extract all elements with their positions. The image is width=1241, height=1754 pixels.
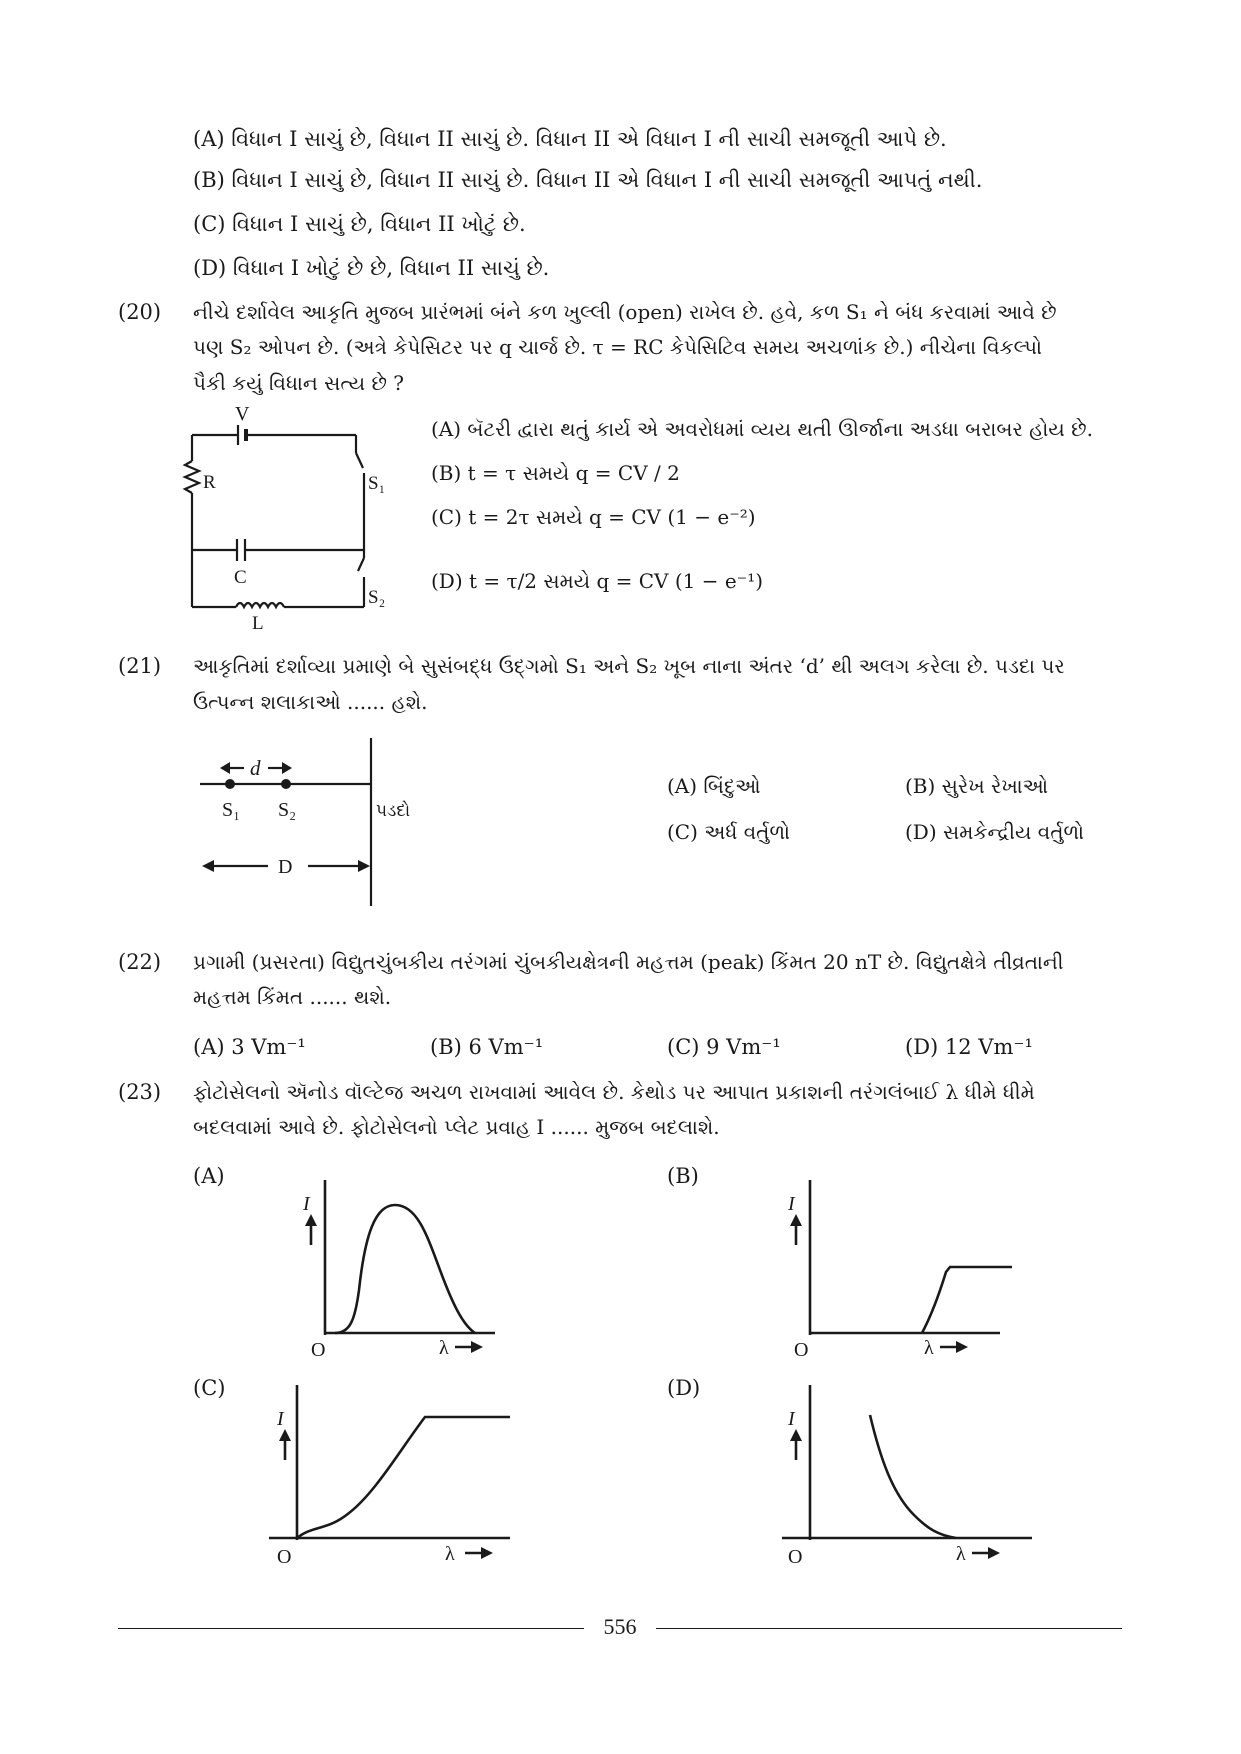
q19-option-d: (D) વિધાન I ખોટું છે છે, વિધાન II સાચું છે. bbox=[193, 256, 550, 280]
q22-option-d: (D) 12 Vm⁻¹ bbox=[905, 1035, 1033, 1059]
graph-a-y-label: I bbox=[303, 1193, 310, 1215]
q20-circuit-diagram bbox=[180, 405, 410, 635]
graph-b-y-label: I bbox=[788, 1193, 795, 1215]
q21-double-source-figure bbox=[200, 738, 440, 908]
graph-c-y-label: I bbox=[277, 1408, 284, 1430]
graph-b-origin: O bbox=[794, 1339, 809, 1360]
q22-text-line1: પ્રગામી (પ્રસરતા) વિદ્યુતચુંબકીય તરંગમાં ચુંબકીયક્ષેત્રની મહત્તમ (peak) કિંમત 20 nT છે. વિદ્યુતક્ષેત્રે તીવ્રતાની bbox=[193, 950, 1064, 974]
switch2-label: S₂ bbox=[368, 587, 386, 608]
q19-option-a: (A) વિધાન I સાચું છે, વિધાન II સાચું છે. વિધાન II એ વિધાન I ની સાચી સમજૂતી આપે છે. bbox=[193, 127, 947, 151]
q20-option-b: (B) t = τ સમયે q = CV / 2 bbox=[431, 461, 680, 485]
screen-label: પડદો bbox=[376, 801, 411, 820]
capacitor-label: C bbox=[234, 567, 247, 588]
q20-number: (20) bbox=[118, 300, 162, 324]
q21-option-b: (B) સુરેખ રેખાઓ bbox=[905, 774, 1049, 798]
page-number: 556 bbox=[603, 1614, 637, 1639]
q19-option-b: (B) વિધાન I સાચું છે, વિધાન II સાચું છે. વિધાન II એ વિધાન I ની સાચી સમજૂતી આપતું નથી. bbox=[193, 168, 983, 192]
graph-d-y-label: I bbox=[788, 1408, 795, 1430]
graph-b-label: (B) bbox=[667, 1164, 699, 1188]
big-d-label: D bbox=[278, 856, 293, 878]
graph-d-label: (D) bbox=[667, 1376, 701, 1400]
inductor-label: L bbox=[252, 613, 264, 634]
resistor-label: R bbox=[203, 472, 216, 493]
s1-label: S₁ bbox=[222, 799, 241, 821]
q22-text-line2: મહત્તમ કિંમત ...... થશે. bbox=[193, 985, 392, 1009]
graph-b bbox=[780, 1180, 1020, 1360]
footer-rule-left bbox=[118, 1628, 584, 1629]
q19-option-c: (C) વિધાન I સાચું છે, વિધાન II ખોટું છે. bbox=[193, 212, 526, 236]
q21-option-d: (D) સમકેન્દ્રીય વર્તુળો bbox=[905, 820, 1085, 844]
graph-d-x-label: λ bbox=[956, 1543, 966, 1565]
footer-rule-right bbox=[656, 1628, 1122, 1629]
graph-a-label: (A) bbox=[193, 1164, 225, 1188]
graph-a bbox=[295, 1180, 515, 1360]
q23-number: (23) bbox=[118, 1080, 162, 1104]
graph-b-x-label: λ bbox=[924, 1337, 934, 1359]
graph-d bbox=[772, 1385, 1042, 1565]
q21-text-line1: આકૃતિમાં દર્શાવ્યા પ્રમાણે બે સુસંબદ્ધ ઉદ્‌ગમો S₁ અને S₂ ખૂબ નાના અંતર ‘d’ થી અલગ કરેલા છે. પડદા પર bbox=[193, 654, 1065, 678]
q22-option-b: (B) 6 Vm⁻¹ bbox=[430, 1035, 544, 1059]
s2-label: S₂ bbox=[278, 799, 297, 821]
graph-c bbox=[265, 1385, 525, 1565]
graph-c-label: (C) bbox=[193, 1376, 226, 1400]
graph-c-origin: O bbox=[277, 1546, 292, 1565]
graph-c-x-label: λ bbox=[445, 1543, 455, 1565]
q20-option-a: (A) બૅટરી દ્વારા થતું કાર્ય એ અવરોધમાં વ્યય થતી ઊર્જાના અડધા બરાબર હોય છે. bbox=[431, 417, 1093, 441]
battery-label: V bbox=[235, 405, 250, 425]
q21-text-line2: ઉત્પન્ન શલાકાઓ ...... હશે. bbox=[193, 690, 428, 714]
q20-text-line3: પૈકી કયું વિધાન સત્ય છે ? bbox=[193, 371, 405, 395]
graph-a-origin: O bbox=[311, 1339, 326, 1360]
q21-option-c: (C) અર્ધ વર્તુળો bbox=[667, 820, 791, 844]
switch1-label: S₁ bbox=[368, 473, 386, 494]
q20-text-line1: નીચે દર્શાવેલ આકૃતિ મુજબ પ્રારંભમાં બંને કળ ખુલ્લી (open) રાખેલ છે. હવે, કળ S₁ ને બંધ કરવામાં આવે છે bbox=[193, 300, 1057, 324]
q23-text-line1: ફોટોસેલનો ઍનોડ વૉલ્ટેજ અચળ રાખવામાં આવેલ છે. કેથોડ પર આપાત પ્રકાશની તરંગલંબાઈ λ ધીમે ધીમે bbox=[193, 1080, 1035, 1104]
d-label: d bbox=[250, 756, 261, 780]
graph-d-origin: O bbox=[788, 1546, 803, 1565]
q21-number: (21) bbox=[118, 654, 162, 678]
q21-option-a: (A) બિંદુઓ bbox=[667, 774, 761, 798]
q20-text-line2: પણ S₂ ઓપન છે. (અત્રે કેપેસિટર પર q ચાર્જ છે. τ = RC કેપેસિટિવ સમય અચળાંક છે.) નીચેના વિકલ્પો bbox=[193, 335, 1043, 359]
q22-number: (22) bbox=[118, 950, 162, 974]
q20-option-c: (C) t = 2τ સમયે q = CV (1 − e⁻²) bbox=[431, 505, 756, 529]
q23-text-line2: બદલવામાં આવે છે. ફોટોસેલનો પ્લેટ પ્રવાહ I ...... મુજબ બદલાશે. bbox=[193, 1115, 720, 1139]
q22-option-a: (A) 3 Vm⁻¹ bbox=[193, 1035, 306, 1059]
q22-option-c: (C) 9 Vm⁻¹ bbox=[667, 1035, 781, 1059]
graph-a-x-label: λ bbox=[439, 1337, 449, 1359]
q20-option-d: (D) t = τ/2 સમયે q = CV (1 − e⁻¹) bbox=[431, 569, 764, 593]
